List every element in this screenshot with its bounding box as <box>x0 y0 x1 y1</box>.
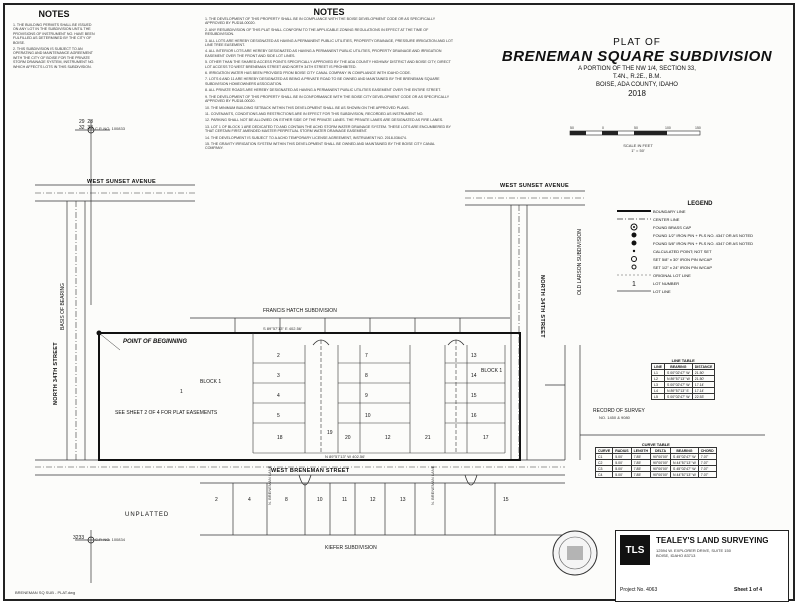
plat-desc-3: BOISE, ADA COUNTY, IDAHO <box>596 82 678 88</box>
center-note-5: 5. OTHER THAN THE SHARED ACCESS POINTS SPECIFICALLY APPROVED BY THE ADA COUNTY HIGHWAY DISTRICT AND BOISE CITY, DIRECT LOT ACCESS TO WEST BRENEMAN STREET AND NORTH 34TH STREET IS PROHIBITED. <box>205 60 451 69</box>
block-1-right-label: BLOCK 1 <box>481 368 503 374</box>
record-of-survey-label: RECORD OF SURVEY <box>593 408 645 414</box>
south-boundary-bearing: N 89°57'13" W 402.56' <box>325 454 366 459</box>
lot-number: 16 <box>471 413 477 419</box>
table-cell: S 45°02'47" W <box>671 466 699 472</box>
table-cell: C2 <box>596 460 613 466</box>
project-label: Project No. <box>620 587 645 593</box>
table-cell: 90°00'00" <box>651 472 671 478</box>
plat-name: BRENEMAN SQUARE SUBDIVISION <box>501 48 773 65</box>
center-note-4: 4. ALL INTERIOR LOTS ARE HEREBY DESIGNATED AS HAVING A PERMANENT PUBLIC UTILITIES, PROPERTY DRAINAGE AND IRRIGATION EASEMENT OVER THE FRONT AND SIDE LOT LINES. <box>205 49 442 58</box>
table-cell: C4 <box>596 472 613 478</box>
north-boundary-bearing: S 89°57'13" E 402.56' <box>263 326 302 331</box>
left-note-2: 2. THIS SUBDIVISION IS SUBJECT TO AN OPERATING AND MAINTENANCE AGREEMENT WITH THE CITY OF BOISE FOR THE PRIVATE STORM DRAINAGE SYSTEM, INSTRUMENT NO. WHICH AFFECTS LOTS IN THIS SUBDIVISION. <box>13 47 95 69</box>
center-note-2: 2. ANY RESUBDIVISION OF THIS PLAT SHALL CONFORM TO THE APPLICABLE ZONING REGULATIONS IN EFFECT AT THE TIME OF RESUBDIVISION. <box>205 27 429 37</box>
center-note-13: 13. LOT 1 OF BLOCK 1 ARE DEDICATED TO AND CONTAIN THE ACHD STORM WATER DRAINAGE SYSTEM. THESE LOTS ARE ENCUMBERED BY THAT CERTAIN FIRST AMENDED MASTER PERPETUAL STORM WATER DRAINAGE EASEMENT. <box>205 124 451 134</box>
svg-text:50: 50 <box>570 126 574 130</box>
street-west-sunset-left: WEST SUNSET AVENUE <box>87 179 156 185</box>
table-cell: L1 <box>652 370 665 376</box>
table-cell: 7.85' <box>631 454 650 460</box>
table-cell: 90°00'00" <box>651 466 671 472</box>
lot-number: 10 <box>365 413 371 419</box>
table-cell: 21.50' <box>692 376 715 382</box>
center-note-7: 7. LOTS 6 AND 11 ARE HEREBY DESIGNATED AS BEING A PRIVATE ROAD TO BE OWNED AND MAINTAINED BY THE BRENEMAN SQUARE SUBDIVISION HOMEOWNERS ASSOCIATION. <box>205 77 440 86</box>
surveyor-name: TEALEY'S LAND SURVEYING <box>656 536 769 545</box>
corner-num-b32: 32 <box>73 535 79 541</box>
table-cell: S 45°02'47" W <box>671 454 699 460</box>
lot-number: 17 <box>483 435 489 441</box>
table-header: CURVE <box>596 448 613 454</box>
street-north-34th-right: NORTH 34TH STREET <box>539 275 545 338</box>
table-header: CHORD <box>698 448 716 454</box>
surveyor-block <box>615 530 789 602</box>
plat-desc-1: A PORTION OF THE NW 1/4, SECTION 33, <box>578 66 696 72</box>
curve-table <box>595 442 717 478</box>
svg-text:1: 1 <box>632 281 636 287</box>
left-notes-title: NOTES <box>38 9 70 19</box>
table-header: LENGTH <box>631 448 650 454</box>
table-cell: 21.50' <box>692 370 715 376</box>
table-cell: N 44°57'13" W <box>671 472 699 478</box>
center-notes-title: NOTES <box>313 7 345 17</box>
center-note-3: 3. ALL LOTS ARE HEREBY DESIGNATED AS HAVING A PERMANENT PUBLIC UTILITIES, PROPERTY DRAINAGE, PRESSURE IRRIGATION AND LOT LINE TREE EASEMENT. <box>205 38 453 48</box>
lot-number: 4 <box>277 393 280 399</box>
line-table-title: LINE TABLE <box>671 358 695 363</box>
line-table <box>651 358 715 400</box>
table-header: LINE <box>652 364 665 370</box>
project-no: 4063 <box>646 587 658 593</box>
lot-number: 14 <box>471 373 477 379</box>
plat-of-label: PLAT OF <box>613 37 661 48</box>
table-cell: 22.53' <box>692 394 715 400</box>
lot-number: 9 <box>365 393 368 399</box>
curve-table-title: CURVE TABLE <box>641 442 670 447</box>
center-note-12: 12. PARKING SHALL NOT BE ALLOWED ON EITHER SIDE OF THE PRIVATE LANES. THE PRIVATE LANES ARE DESIGNATED AS FIRE LANES. <box>205 118 444 123</box>
scale-label: SCALE IN FEET <box>623 143 653 148</box>
corner-num-28: 28 <box>87 119 93 125</box>
point-of-beginning-label: POINT OF BEGINNING <box>123 339 188 345</box>
line-table-grid <box>651 363 715 400</box>
lot-1-number: 1 <box>180 389 183 395</box>
center-note-11: 11. COVENANTS, CONDITIONS AND RESTRICTIONS ARE IN EFFECT FOR THIS SUBDIVISION, RECORDED AS INSTRUMENT NO. <box>205 111 424 116</box>
table-cell: 5.00' <box>613 454 631 460</box>
plat-sheet <box>3 3 795 601</box>
table-cell: N 89°57'13" E <box>664 388 692 394</box>
center-note-8: 8. ALL PRIVATE ROADS ARE HEREBY DESIGNATED AS HAVING A PERMANENT PUBLIC UTILITIES EASEMENT OVER THE ENTIRE STREET. <box>205 88 441 93</box>
curve-table-grid <box>595 447 717 478</box>
lot-number: 7 <box>365 353 368 359</box>
table-cell: N 44°57'13" W <box>671 460 699 466</box>
legend-label: CALCULATED POINT; NOT SET <box>653 248 712 254</box>
table-cell: 90°00'00" <box>651 454 671 460</box>
table-cell: L2 <box>652 376 665 382</box>
table-header: BEARING <box>671 448 699 454</box>
legend-label: SET 1/2" x 24" IRON PIN W/CAP <box>653 264 713 270</box>
table-cell: S 00°02'47" W <box>664 370 692 376</box>
plat-map <box>5 5 797 603</box>
table-header: BEARING <box>664 364 692 370</box>
table-cell: C3 <box>596 466 613 472</box>
lot-number: 3 <box>277 373 280 379</box>
table-cell: 17.14' <box>692 388 715 394</box>
table-cell: 7.85' <box>631 460 650 466</box>
section-corner-bottom: C.P. NO. 100834 <box>95 537 125 542</box>
lot-number: 5 <box>277 413 280 419</box>
legend-label: LOT LINE <box>653 288 671 294</box>
legend-label: LOT NUMBER <box>653 280 680 286</box>
francis-hatch-label: FRANCIS HATCH SUBDIVISION <box>263 308 337 314</box>
legend-label: FOUND 5/8" IRON PIN + PLS NO. 4347 OR AS NOTED <box>653 240 754 246</box>
table-row <box>652 394 715 400</box>
svg-text:100: 100 <box>665 126 671 130</box>
ros-number: NO. 1450 & 9080 <box>599 415 630 420</box>
table-header: RADIUS <box>613 448 631 454</box>
corner-num-33: 33 <box>87 125 93 131</box>
table-cell: L3 <box>652 382 665 388</box>
center-note-10: 10. THE MINIMUM BUILDING SETBACK WITHIN THIS DEVELOPMENT SHALL BE AS SHOWN ON THE APPROVED PLANS. <box>205 105 410 110</box>
kiefer-lot-number: 13 <box>400 497 406 503</box>
table-cell: 7.85' <box>631 472 650 478</box>
kiefer-label: KIEFER SUBDIVISION <box>325 545 377 551</box>
table-row <box>596 472 717 478</box>
basis-of-bearing-label: BASIS OF BEARING <box>60 283 66 330</box>
kiefer-lot-number: 2 <box>215 497 218 503</box>
table-cell: N 89°57'13" W <box>664 376 692 382</box>
plat-desc-2: T.4N., R.2E., B.M. <box>612 74 661 80</box>
scale-ratio: 1" = 50' <box>631 148 645 153</box>
project-number <box>620 587 657 593</box>
surveyor-seal <box>553 531 597 575</box>
table-cell: C1 <box>596 454 613 460</box>
table-cell: S 00°02'47" W <box>664 394 692 400</box>
table-cell: 7.85' <box>631 466 650 472</box>
surveyor-address: 12594 W. EXPLORER DRIVE, SUITE 150 <box>656 548 731 553</box>
table-cell: 7.07' <box>698 460 716 466</box>
center-note-6: 6. IRRIGATION WATER HAS BEEN PROVIDED FROM BOISE CITY CANAL COMPANY IN COMPLIANCE WITH IDAHO CODE. <box>205 71 411 76</box>
center-note-14: 14. THE DEVELOPMENT IS SUBJECT TO A ACHD TEMPORARY LICENSE AGREEMENT, INSTRUMENT NO. 2018-036474. <box>205 135 407 140</box>
table-cell: 90°00'00" <box>651 460 671 466</box>
lot-number: 13 <box>471 353 477 359</box>
table-cell: 7.07' <box>698 454 716 460</box>
lot-number: 2 <box>277 353 280 359</box>
table-cell: 5.00' <box>613 466 631 472</box>
kiefer-lot-number: 11 <box>342 497 348 503</box>
drawing-filename: BRENEMAN SQ SUB - PLAT.dwg <box>15 590 76 595</box>
street-west-breneman: WEST BRENEMAN STREET <box>271 468 350 474</box>
kiefer-lot-number: 8 <box>285 497 288 503</box>
table-cell: L5 <box>652 394 665 400</box>
legend-label: ORIGINAL LOT LINE <box>653 272 691 278</box>
table-cell: 5.00' <box>613 460 631 466</box>
legend-label: FOUND 1/2" IRON PIN + PLS NO. 4347 OR AS NOTED <box>653 232 754 238</box>
corner-num-29: 29 <box>79 119 85 125</box>
lot-number: 15 <box>471 393 477 399</box>
corner-num-b33: 33 <box>78 535 85 541</box>
surveyor-logo: TLS <box>620 535 650 565</box>
lot-number: 18 <box>277 435 283 441</box>
kiefer-lot-number: 4 <box>248 497 251 503</box>
legend-label: BOUNDARY LINE <box>653 208 686 214</box>
street-north-34th-left: NORTH 34TH STREET <box>53 342 59 405</box>
legend-title: LEGEND <box>687 201 713 207</box>
unplatted-label: UNPLATTED <box>125 512 170 518</box>
corner-num-32: 32 <box>79 125 85 131</box>
see-sheet-note: SEE SHEET 2 OF 4 FOR PLAT EASEMENTS <box>115 410 218 416</box>
section-corner-numbers-top <box>79 119 93 131</box>
legend-label: CENTER LINE <box>653 216 680 222</box>
lot-number: 8 <box>365 373 368 379</box>
table-header: DISTANCE <box>692 364 715 370</box>
old-larson-label: OLD LARSON SUBDIVISION <box>577 229 583 295</box>
table-header: DELTA <box>651 448 671 454</box>
center-note-9: 9. THE DEVELOPMENT OF THIS PROPERTY SHALL BE IN CONFORMANCE WITH THE BOISE CITY DEVELOPMENT CODE OR AS SPECIFICALLY APPROVED BY PUD18-00020. <box>205 94 450 104</box>
lot-number: 12 <box>385 435 391 441</box>
block-1-left-label: BLOCK 1 <box>200 379 222 385</box>
legend-label: SET 5/8" x 30" IRON PIN W/CAP <box>653 256 713 262</box>
breneman-lane-left: N. BRENEMAN LANE <box>267 465 272 505</box>
table-cell: 7.07' <box>698 472 716 478</box>
kiefer-lot-number: 12 <box>370 497 376 503</box>
kiefer-lot-number: 10 <box>317 497 323 503</box>
breneman-lane-right: N. BRENEMAN LANE <box>430 465 435 505</box>
table-cell: 17.14' <box>692 382 715 388</box>
legend-label: FOUND BRASS CAP <box>653 224 692 230</box>
table-cell: L4 <box>652 388 665 394</box>
lot-number: 19 <box>327 430 333 436</box>
section-corner-top: C.P. NO. 100833 <box>95 126 125 131</box>
center-note-15: 15. THE GRAVITY IRRIGATION SYSTEM WITHIN THIS DEVELOPMENT SHALL BE OWNED AND MAINTAINED BY THE BOISE CITY CANAL COMPANY. <box>205 141 435 151</box>
street-west-sunset-right: WEST SUNSET AVENUE <box>500 183 569 189</box>
svg-text:0: 0 <box>602 126 604 130</box>
svg-text:150: 150 <box>695 126 701 130</box>
lot-number: 21 <box>425 435 431 441</box>
table-cell: 5.00' <box>613 472 631 478</box>
sheet-number: Sheet 1 of 4 <box>734 587 763 593</box>
plat-year: 2018 <box>628 89 646 98</box>
table-cell: S 00°02'47" W <box>664 382 692 388</box>
kiefer-lot-number: 15 <box>503 497 509 503</box>
table-cell: 7.07' <box>698 466 716 472</box>
center-note-1: 1. THE DEVELOPMENT OF THIS PROPERTY SHALL BE IN COMPLIANCE WITH THE BOISE DEVELOPMENT CODE OR AS SPECIFICALLY APPROVED BY PUD18-00020. <box>205 17 436 26</box>
section-corner-numbers-bottom <box>73 535 84 541</box>
svg-text:50: 50 <box>634 126 638 130</box>
left-note-1: 1. THE BUILDING PERMITS SHALL BE ISSUED ON ANY LOT IN THE SUBDIVISION UNTIL THE PROVISIONS OF INSTRUMENT NO. HAVE BEEN FULFILLED AS DETERMINED BY THE CITY OF BOISE. <box>13 23 95 45</box>
lot-number: 20 <box>345 435 351 441</box>
surveyor-city: BOISE, IDAHO 83713 <box>656 553 696 558</box>
boundary-line <box>99 333 520 460</box>
